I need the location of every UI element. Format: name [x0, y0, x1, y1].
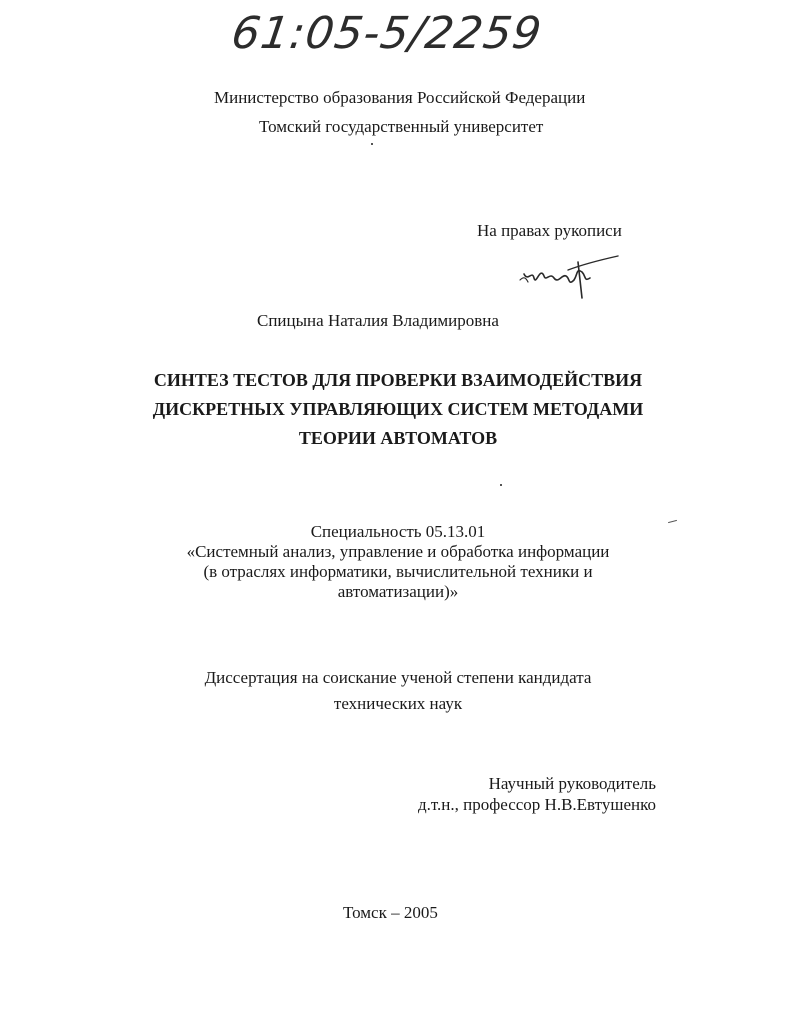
- title-line: ТЕОРИИ АВТОМАТОВ: [298, 428, 498, 448]
- title-line: ДИСКРЕТНЫХ УПРАВЛЯЮЩИХ СИСТЕМ МЕТОДАМИ: [152, 399, 644, 419]
- specialty-block: [120, 522, 676, 602]
- supervisor-label: Научный руководитель: [488, 774, 656, 793]
- specialty-name-line: автоматизации)»: [337, 582, 459, 601]
- supervisor-block: [418, 773, 656, 815]
- university-name: Томский государственный университет: [259, 117, 544, 136]
- specialty-name-line: (в отраслях информатики, вычислительной техники и: [203, 562, 593, 581]
- specialty-code: Специальность 05.13.01: [310, 522, 486, 541]
- supervisor-name: д.т.н., профессор Н.В.Евтушенко: [417, 795, 656, 814]
- city-year: Томск – 2005: [343, 903, 438, 922]
- dissertation-degree: [120, 668, 676, 714]
- scan-speck: [371, 143, 373, 145]
- dissertation-title: [120, 366, 676, 453]
- ministry-name: Министерство образования Российской Федерации: [214, 88, 586, 107]
- degree-line: технических наук: [333, 694, 463, 713]
- archive-number-handwritten: 61:05-5/2259: [228, 8, 546, 59]
- manuscript-rights: На правах рукописи: [477, 221, 622, 240]
- signature-scribble: [518, 252, 623, 302]
- scan-speck: [500, 484, 502, 486]
- degree-line: Диссертация на соискание ученой степени кандидата: [204, 668, 592, 687]
- title-line: СИНТЕЗ ТЕСТОВ ДЛЯ ПРОВЕРКИ ВЗАИМОДЕЙСТВИЯ: [153, 370, 643, 390]
- specialty-name-line: «Системный анализ, управление и обработка информации: [186, 542, 610, 561]
- author-name: Спицына Наталия Владимировна: [257, 311, 499, 330]
